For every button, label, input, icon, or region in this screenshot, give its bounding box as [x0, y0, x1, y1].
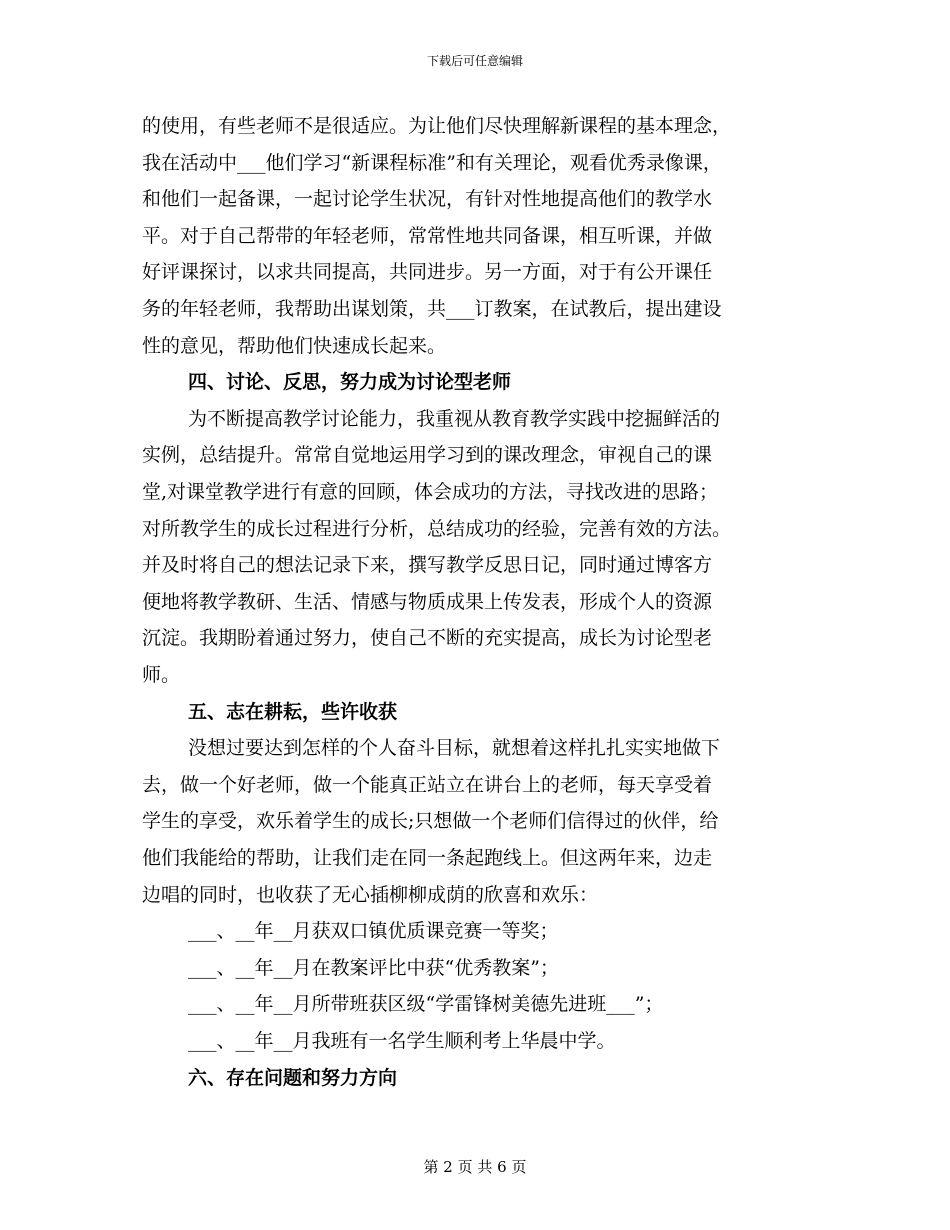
- paragraph-line: 务的年轻老师，我帮助出谋划策，共___订教案，在试教后，提出建设: [142, 298, 722, 320]
- page-header: 下载后可任意编辑: [426, 54, 523, 68]
- paragraph-line: 实例，总结提升。常常自觉地运用学习到的课改理念，审视自己的课: [142, 444, 713, 467]
- paragraph-line: 沉淀。我期盼着通过努力，使自己不断的充实提高，成长为讨论型老: [142, 627, 713, 650]
- section-heading: 六、存在问题和努力方向: [188, 1066, 398, 1089]
- paragraph-line: 师。: [142, 664, 181, 686]
- paragraph-line: 的使用，有些老师不是很适应。为让他们尽快理解新课程的基本理念，: [142, 115, 732, 137]
- paragraph-line: 为不断提高教学讨论能力，我重视从教育教学实践中挖掘鲜活的: [188, 407, 721, 430]
- paragraph-line: 便地将教学教研、生活、情感与物质成果上传发表，形成个人的资源: [142, 590, 713, 613]
- paragraph-line: ___、__年__月所带班获区级“学雷锋树美德先进班___”；: [188, 993, 664, 1016]
- section-heading: 五、志在耕耘，些许收获: [188, 700, 398, 723]
- paragraph-line: 堂,对课堂教学进行有意的回顾，体会成功的方法，寻找改进的思路；: [142, 481, 719, 503]
- paragraph-line: 我在活动中___他们学习“新课程标准”和有关理论，观看优秀录像课，: [142, 151, 722, 174]
- section-heading: 四、讨论、反思，努力成为讨论型老师: [188, 371, 512, 394]
- paragraph-line: 他们我能给的帮助，让我们走在同一条起跑线上。但这两年来，边走: [142, 847, 713, 869]
- paragraph-line: 没想过要达到怎样的个人奋斗目标，就想着这样扎扎实实地做下: [188, 737, 721, 760]
- paragraph-line: 好评课探讨，以求共同提高，共同进步。另一方面，对于有公开课任: [142, 261, 713, 284]
- paragraph-line: ___、__年__月在教案评比中获“优秀教案”；: [188, 956, 559, 979]
- paragraph-line: 和他们一起备课，一起讨论学生状况，有针对性地提高他们的教学水: [142, 188, 713, 211]
- paragraph-line: 性的意见，帮助他们快速成长起来。: [142, 334, 447, 357]
- page-footer: 第 2 页 共 6 页: [423, 1158, 527, 1176]
- paragraph-line: ___、__年__月我班有一名学生顺利考上华晨中学。: [188, 1030, 616, 1052]
- paragraph-line: 对所教学生的成长过程进行分析，总结成功的经验，完善有效的方法。: [142, 517, 732, 540]
- paragraph-line: ___、__年__月获双口镇优质课竞赛一等奖；: [188, 920, 559, 943]
- paragraph-line: 并及时将自己的想法记录下来，撰写教学反思日记，同时通过博客方: [142, 554, 713, 577]
- paragraph-line: 学生的享受，欢乐着学生的成长;只想做一个老师们信得过的伙伴，给: [142, 810, 719, 833]
- paragraph-line: 边唱的同时，也收获了无心插柳柳成荫的欣喜和欢乐：: [142, 883, 599, 906]
- paragraph-line: 去，做一个好老师，做一个能真正站立在讲台上的老师，每天享受着: [142, 773, 713, 796]
- paragraph-line: 平。对于自己帮带的年轻老师，常常性地共同备课，相互听课，并做: [142, 224, 713, 247]
